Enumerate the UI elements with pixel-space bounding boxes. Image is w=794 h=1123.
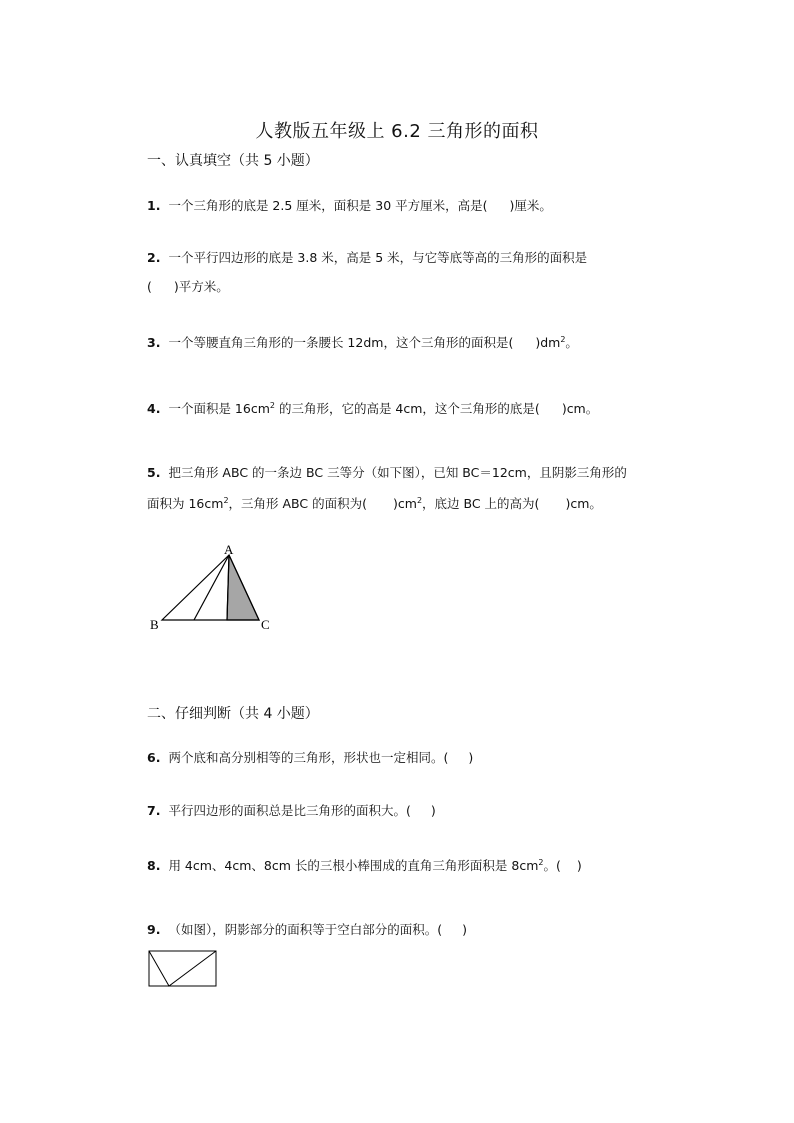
- question-text: 一个平行四边形的底是 3.8 米，高是 5 米，与它等底等高的三角形的面积是: [168, 250, 588, 265]
- question-text: （如图），阴影部分的面积等于空白部分的面积。(: [168, 922, 443, 937]
- division-line-1: [194, 555, 229, 620]
- superscript: 2: [560, 335, 566, 344]
- question-text: 一个面积是 16cm: [168, 401, 270, 416]
- question-text: 把三角形 ABC 的一条边 BC 三等分（如下图），已知 BC＝12cm，且阴影三角形的: [168, 465, 627, 480]
- question-3: [147, 334, 578, 352]
- question-text: 。(: [543, 858, 561, 873]
- section-heading-judgement: 二、仔细判断（共 4 小题）: [147, 706, 319, 722]
- question-text: ，底边 BC 上的高为(: [422, 496, 540, 511]
- question-text: )cm。: [565, 496, 602, 511]
- question-text: 一个等腰直角三角形的一条腰长 12dm，这个三角形的面积是(: [168, 335, 514, 350]
- superscript: 2: [223, 496, 229, 505]
- question-text: 的三角形，它的高是 4cm，这个三角形的底是(: [274, 401, 540, 416]
- question-6: [147, 749, 473, 767]
- question-text: 。: [565, 335, 578, 350]
- page-title: 人教版五年级上 6.2 三角形的面积: [255, 121, 539, 142]
- question-5-line-2: [147, 495, 602, 513]
- question-1: [147, 197, 552, 215]
- question-text: ): [576, 858, 582, 873]
- vertex-label-c: C: [261, 617, 270, 632]
- vertex-label-b: B: [150, 617, 159, 632]
- question-text: 面积为 16cm: [147, 496, 224, 511]
- question-8: [147, 857, 582, 875]
- question-number: 3.: [147, 335, 161, 350]
- question-text: )平方米。: [173, 279, 229, 294]
- question-2-line-2: [147, 278, 229, 296]
- question-number: 2.: [147, 250, 161, 265]
- vertex-label-a: A: [224, 542, 234, 557]
- question-number: 8.: [147, 858, 161, 873]
- question-7: [147, 802, 436, 820]
- question-number: 1.: [147, 198, 161, 213]
- question-text: 用 4cm、4cm、8cm 长的三根小棒围成的直角三角形面积是 8cm: [168, 858, 539, 873]
- question-text: 一个三角形的底是 2.5 厘米，面积是 30 平方厘米，高是(: [168, 198, 488, 213]
- question-text: )cm。: [561, 401, 599, 416]
- question-text: ): [468, 750, 474, 765]
- question-text: ，三角形 ABC 的面积为(: [228, 496, 367, 511]
- question-5: [147, 464, 627, 482]
- question-number: 4.: [147, 401, 161, 416]
- question-4: [147, 400, 598, 418]
- question-text: 两个底和高分别相等的三角形，形状也一定相同。(: [168, 750, 449, 765]
- question-text: ): [462, 922, 467, 937]
- question-number: 9.: [147, 922, 161, 937]
- question-text: ): [430, 803, 436, 818]
- superscript: 2: [538, 858, 544, 867]
- triangle-abc-figure: [140, 538, 280, 638]
- superscript: 2: [269, 401, 275, 410]
- question-number: 7.: [147, 803, 161, 818]
- question-text: 平行四边形的面积总是比三角形的面积大。(: [168, 803, 411, 818]
- question-9: [147, 921, 467, 939]
- question-text: )厘米。: [509, 198, 552, 213]
- question-text: )dm: [535, 335, 561, 350]
- inner-triangle: [149, 951, 216, 986]
- superscript: 2: [416, 496, 423, 505]
- question-number: 5.: [147, 465, 161, 480]
- question-2: [147, 249, 587, 267]
- rectangle-triangle-figure: [147, 948, 219, 990]
- question-text: (: [147, 279, 152, 294]
- question-text: )cm: [393, 496, 417, 511]
- section-heading-fill-in: 一、认真填空（共 5 小题）: [147, 153, 319, 169]
- question-number: 6.: [147, 750, 161, 765]
